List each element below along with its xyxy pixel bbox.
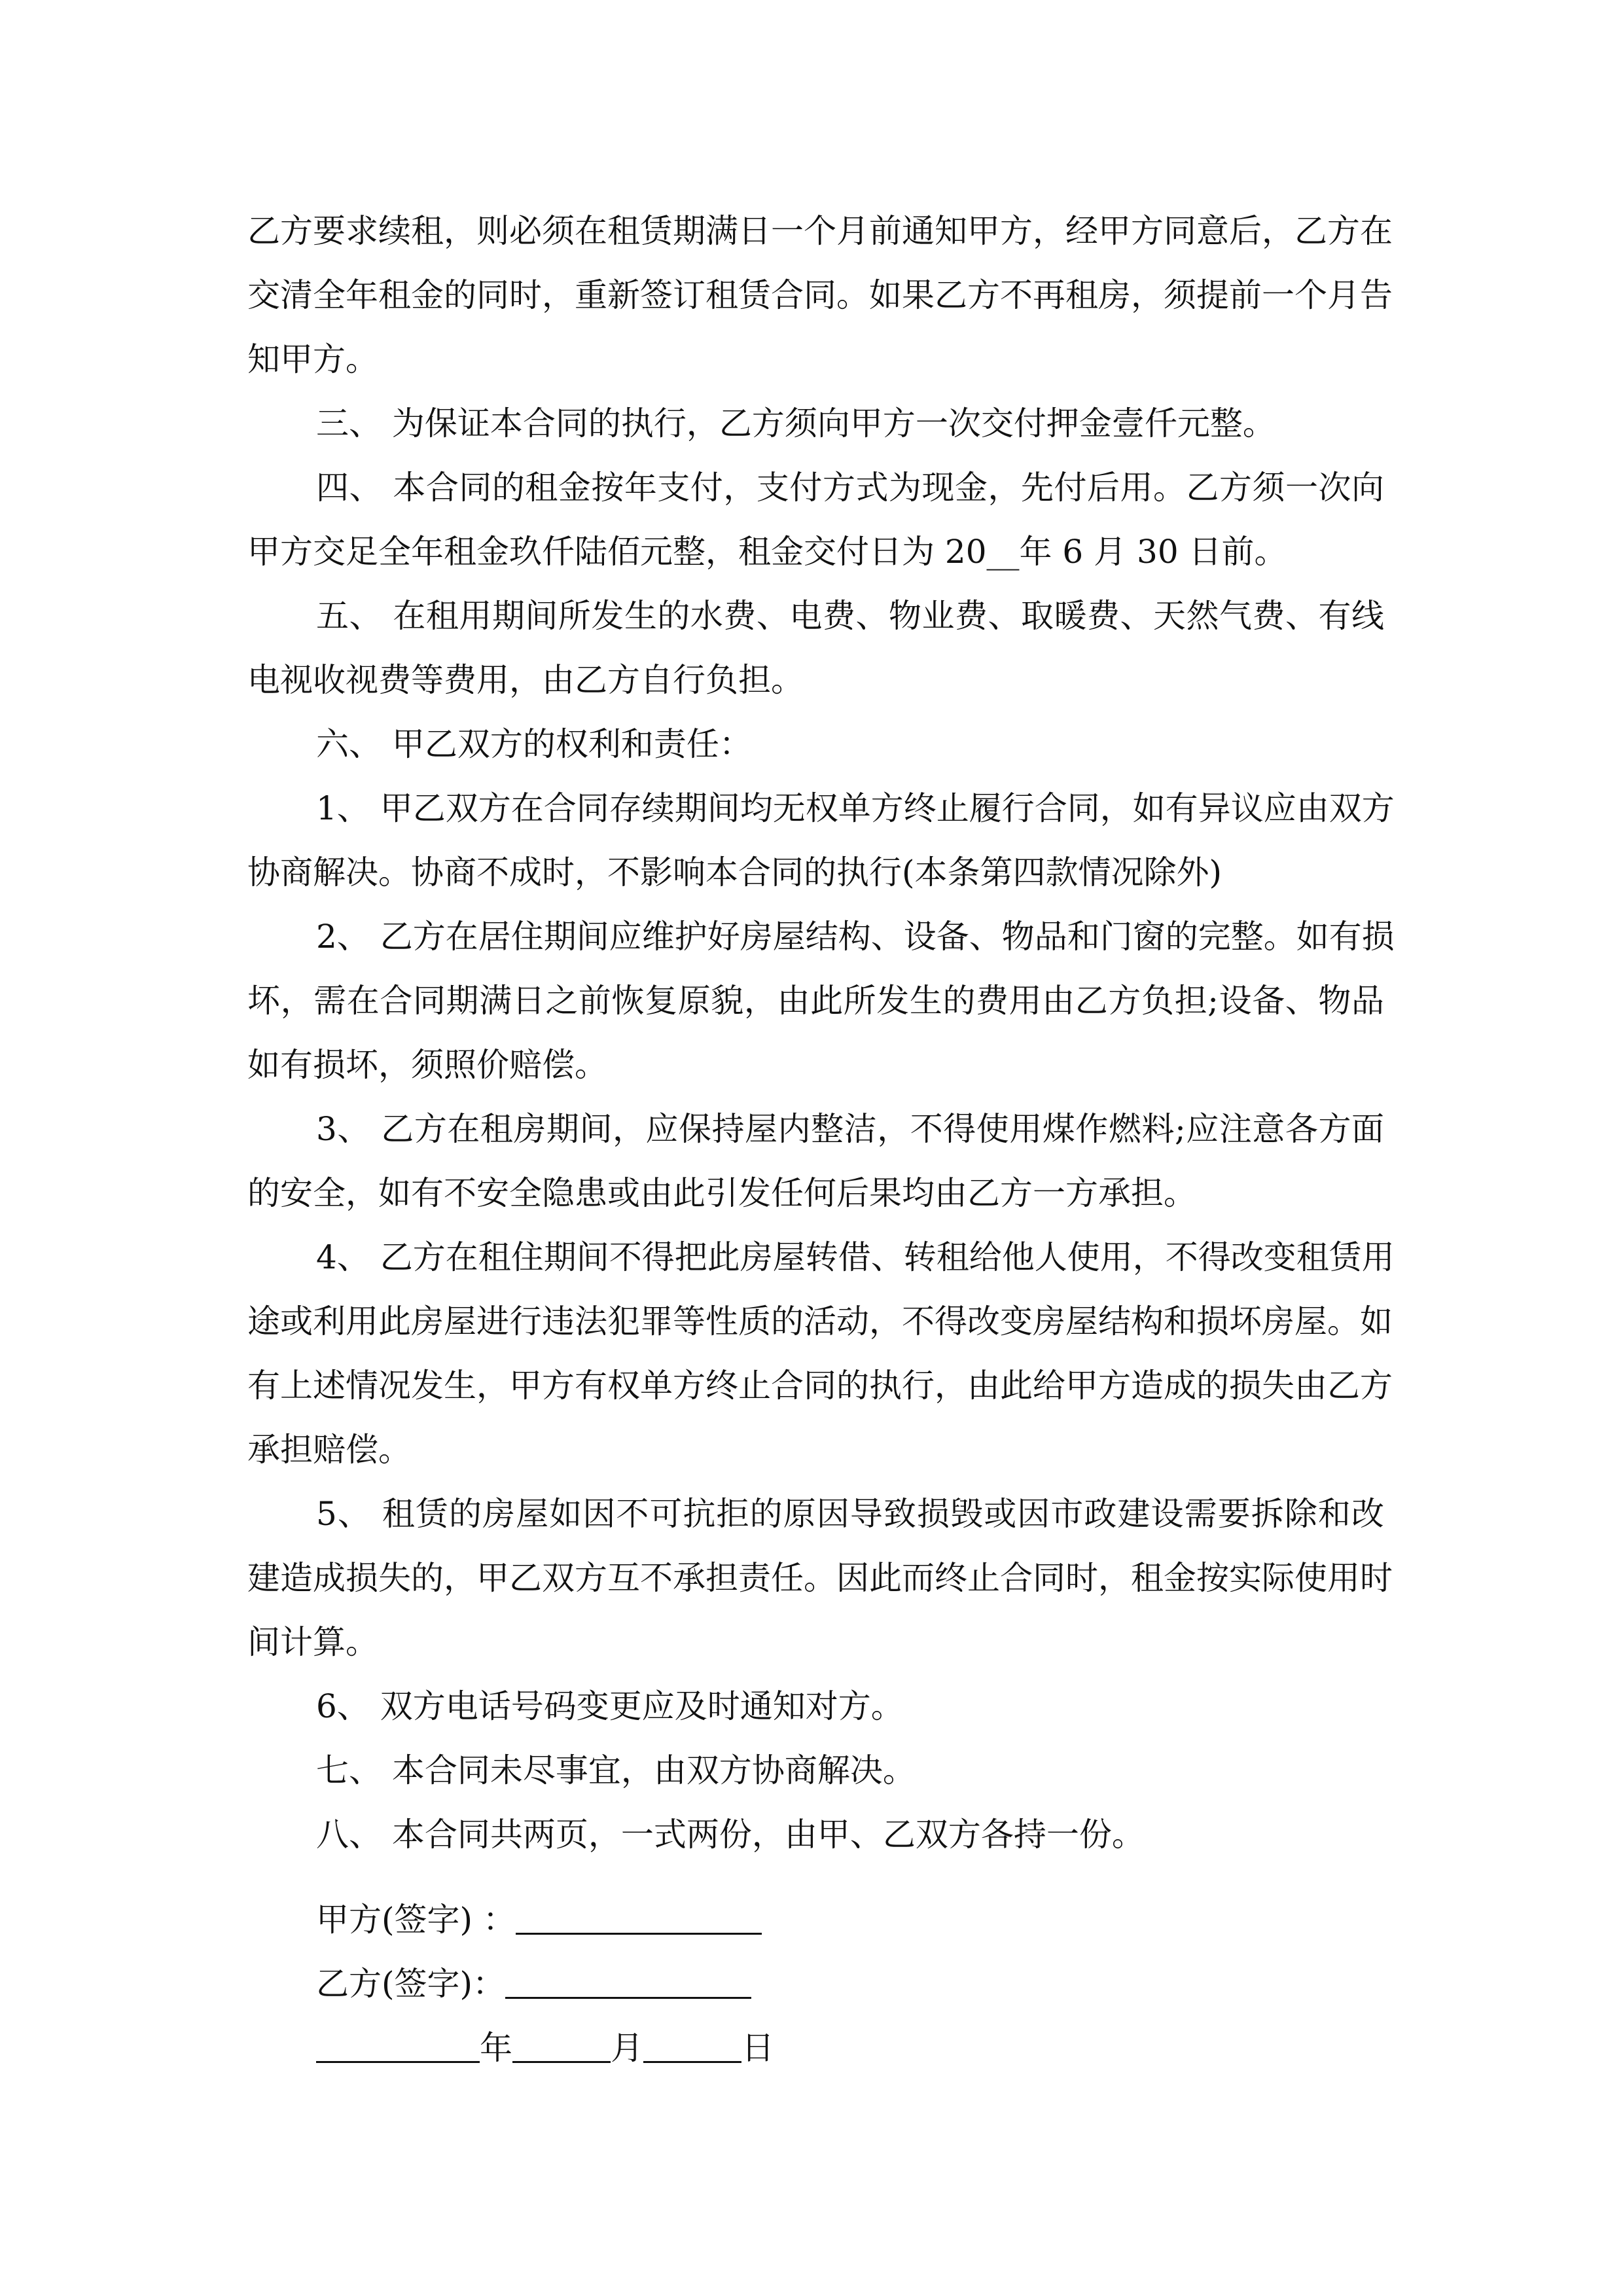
text-line: 五、 在租用期间所发生的水费、电费、物业费、取暖费、天然气费、有线 (316, 597, 1384, 635)
text-line: 1、 甲乙双方在合同存续期间均无权单方终止履行合同，如有异议应由双方 (316, 789, 1395, 827)
date-line (316, 2025, 1384, 2071)
month-label: 月 (611, 2029, 643, 2067)
text-line: 六、 甲乙双方的权利和责任： (316, 725, 752, 763)
text-line: 间计算。 (247, 1623, 378, 1661)
day-blank[interactable] (643, 2028, 741, 2063)
text-line: 协商解决。协商不成时，不影响本合同的执行(本条第四款情况除外) (247, 853, 1222, 891)
text-line: 5、 租赁的房屋如因不可抗拒的原因导致损毁或因市政建设需要拆除和改 (316, 1495, 1384, 1533)
month-blank[interactable] (512, 2028, 611, 2063)
text-line: 知甲方。 (247, 340, 378, 378)
party-a-signature-line (316, 1897, 1384, 1943)
year-label: 年 (480, 2029, 512, 2067)
text-line: 电视收视费等费用，由乙方自行负担。 (247, 661, 804, 699)
text-line: 2、 乙方在居住期间应维护好房屋结构、设备、物品和门窗的完整。如有损 (316, 918, 1395, 956)
text-line: 三、 为保证本合同的执行，乙方须向甲方一次交付押金壹仟元整。 (316, 404, 1275, 442)
text-line: 4、 乙方在租住期间不得把此房屋转借、转租给他人使用，不得改变租赁用 (316, 1238, 1395, 1276)
text-line: 乙方要求续租，则必须在租赁期满日一个月前通知甲方，经甲方同意后，乙方在 (247, 212, 1393, 250)
party-a-signature-blank[interactable] (516, 1900, 762, 1935)
text-line: 如有损坏，须照价赔偿。 (247, 1046, 607, 1084)
text-line: 途或利用此房屋进行违法犯罪等性质的活动，不得改变房屋结构和损坏房屋。如 (247, 1302, 1393, 1340)
text-line: 6、 双方电话号码变更应及时通知对方。 (316, 1687, 904, 1725)
text-line: 3、 乙方在租房期间，应保持屋内整洁，不得使用煤作燃料;应注意各方面 (316, 1110, 1384, 1148)
text-line: 有上述情况发生，甲方有权单方终止合同的执行，由此给甲方造成的损失由乙方 (247, 1367, 1393, 1405)
party-b-label: 乙方(签字)： (316, 1965, 506, 2003)
text-line: 甲方交足全年租金玖仟陆佰元整，租金交付日为 20__年 6 月 30 日前。 (247, 533, 1287, 571)
text-line: 承担赔偿。 (247, 1431, 411, 1469)
text-line: 交清全年租金的同时，重新签订租赁合同。如果乙方不再租房，须提前一个月告 (247, 276, 1393, 314)
text-line: 七、 本合同未尽事宜，由双方协商解决。 (316, 1751, 916, 1789)
party-b-signature-line (316, 1961, 1384, 2007)
party-a-label: 甲方(签字) ： (316, 1901, 516, 1939)
party-b-signature-blank[interactable] (505, 1964, 751, 1999)
year-blank[interactable] (316, 2028, 480, 2063)
text-line: 八、 本合同共两页，一式两份，由甲、乙双方各持一份。 (316, 1816, 1145, 1854)
day-label: 日 (741, 2029, 774, 2067)
text-line: 的安全，如有不安全隐患或由此引发任何后果均由乙方一方承担。 (247, 1174, 1196, 1212)
text-line: 建造成损失的，甲乙双方互不承担责任。因此而终止合同时，租金按实际使用时 (247, 1559, 1393, 1597)
text-line: 坏，需在合同期满日之前恢复原貌，由此所发生的费用由乙方负担;设备、物品 (247, 982, 1384, 1020)
text-line: 四、 本合同的租金按年支付，支付方式为现金，先付后用。乙方须一次向 (316, 469, 1384, 507)
